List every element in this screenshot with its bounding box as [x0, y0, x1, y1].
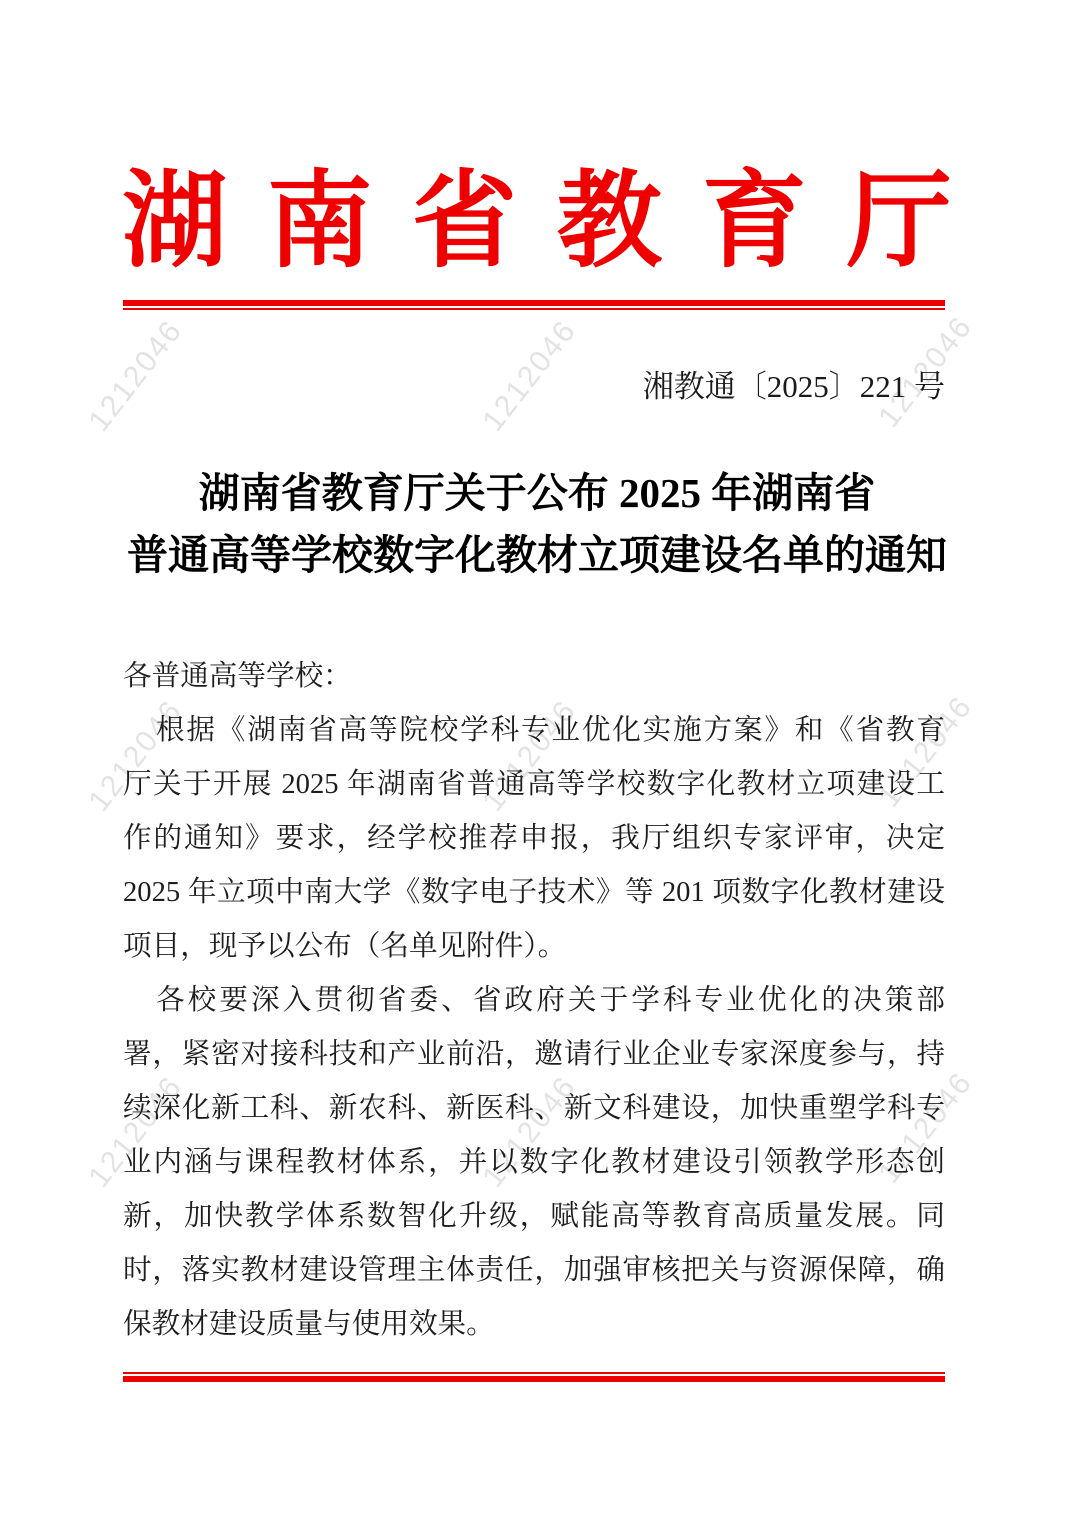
- body-line: 署，紧密对接科技和产业前沿，邀请行业企业专家深度参与，持: [123, 1039, 945, 1070]
- body-line: 2025 年立项中南大学《数字电子技术》等 201 项数字化教材建设: [123, 877, 945, 908]
- body-line: 项目，现予以公布（名单见附件）。: [123, 931, 567, 962]
- salutation-line: 各普通高等学校：: [123, 661, 352, 692]
- watermark-text: 1212046: [82, 313, 189, 438]
- body-line: 作的通知》要求，经学校推荐申报，我厅组织专家评审，决定: [123, 823, 945, 854]
- footer-divider-line: [123, 1372, 945, 1382]
- title-line-1: 湖南省教育厅关于公布 2025 年湖南省: [198, 470, 876, 516]
- body-line: 各校要深入贯彻省委、省政府关于学科专业优化的决策部: [156, 985, 945, 1016]
- watermark-text: 1212046: [82, 1069, 189, 1194]
- letterhead-divider-line: [123, 300, 945, 310]
- body-line: 业内涵与课程教材体系，并以数字化教材建设引领教学形态创: [123, 1147, 945, 1178]
- body-line: 新，加快教学体系数智化升级，赋能高等教育高质量发展。同: [123, 1201, 945, 1232]
- body-line: 厅关于开展 2025 年湖南省普通高等学校数字化教材立项建设工: [123, 769, 945, 800]
- watermark-text: 1212046: [872, 1065, 979, 1190]
- body-line: 保教材建设质量与使用效果。: [123, 1309, 495, 1340]
- title-line-2: 普通高等学校数字化教材立项建设名单的通知: [127, 532, 947, 578]
- body-line: 根据《湖南省高等院校学科专业优化实施方案》和《省教育: [156, 715, 945, 746]
- letterhead-agency-name: 湖南省教育厅: [122, 163, 992, 280]
- watermark-text: 1212046: [82, 693, 189, 818]
- divider-thick-bar: [123, 1376, 945, 1382]
- watermark-text: 1212046: [476, 693, 583, 818]
- watermark-text: 1212046: [476, 1069, 583, 1194]
- watermark-text: 1212046: [872, 689, 979, 814]
- body-line: 时，落实教材建设管理主体责任，加强审核把关与资源保障，确: [123, 1255, 945, 1286]
- divider-thin-bar: [123, 308, 945, 310]
- document-body: [123, 650, 945, 1352]
- watermark-text: 1212046: [476, 313, 583, 438]
- document-title: [0, 462, 1074, 586]
- watermark-text: 1212046: [872, 309, 979, 434]
- document-number: 湘教通〔2025〕221 号: [642, 369, 945, 404]
- body-line: 续深化新工科、新农科、新医科、新文科建设，加快重塑学科专: [123, 1093, 945, 1124]
